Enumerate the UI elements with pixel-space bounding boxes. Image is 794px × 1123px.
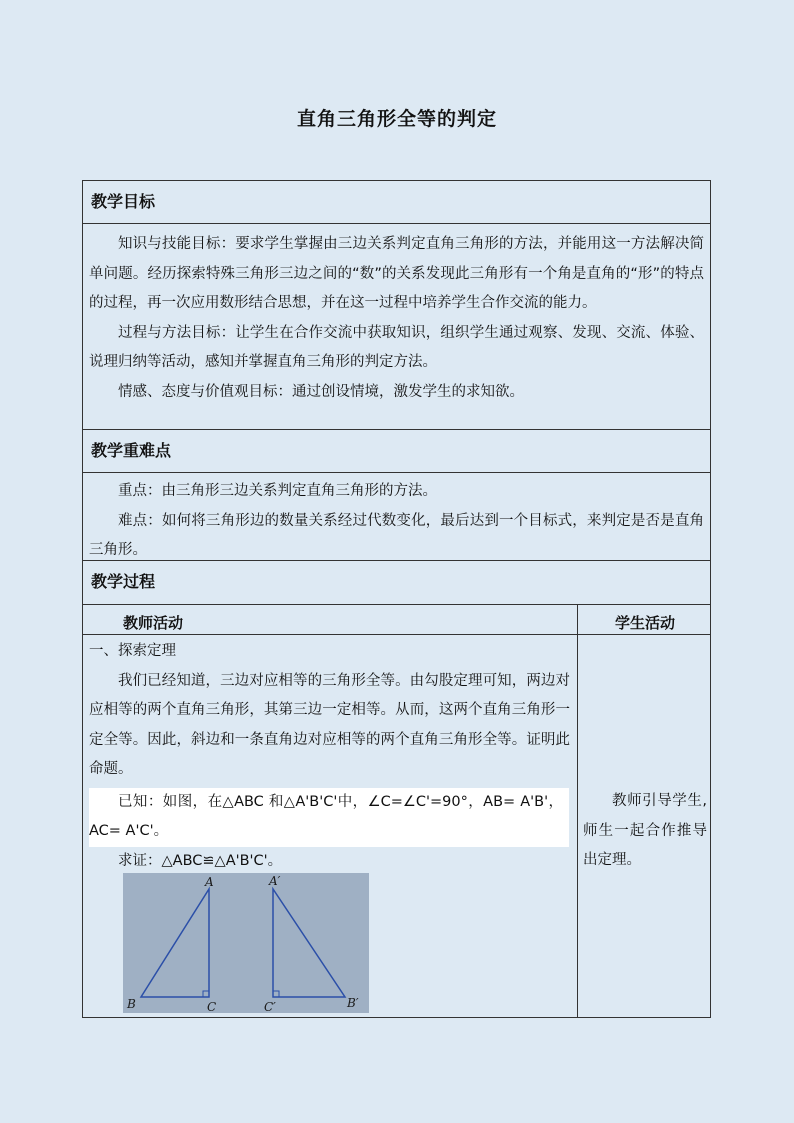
goals-header-row: [83, 181, 710, 224]
label-b-prime: B′: [347, 996, 359, 1010]
goals-paragraph-3: 情感、态度与价值观目标：通过创设情境，激发学生的求知欲。: [118, 383, 524, 400]
goals-heading: 教学目标: [91, 192, 156, 211]
goals-body-row: [83, 224, 710, 430]
process-heading: 教学过程: [91, 572, 156, 591]
keypoints-body-row: [83, 473, 710, 561]
teacher-given: 已知：如图，在△ABC 和△A'B'C'中，∠C=∠C'=90°，AB= A'B'，AC= A'C'。: [89, 793, 563, 839]
right-angle-c: [203, 991, 209, 997]
goals-paragraph-1: 知识与技能目标：要求学生掌握由三边关系判定直角三角形的方法，并能用这一方法解决简单问题。经历探索特殊三角形三边之间的“数”的关系发现此三角形有一个角是直角的“形”的特点的过程，再一次应用数形结合思想，并在这一过程中培养学生合作交流的能力。: [89, 236, 704, 311]
teacher-activity-cell: [83, 637, 576, 876]
label-a: A: [205, 875, 214, 889]
keypoints-header-row: [83, 430, 710, 473]
triangle-a2b2c2: [273, 889, 345, 997]
triangles-svg: [123, 873, 369, 1013]
keypoints-heading: 教学重难点: [91, 441, 172, 460]
given-box: [89, 788, 569, 847]
label-b: B: [127, 997, 136, 1011]
student-activity-text: 教师引导学生,师生一起合作推导出定理。: [583, 793, 707, 868]
column-header-row: [83, 605, 710, 635]
triangles-figure: [123, 873, 369, 1013]
process-header-row: [83, 561, 710, 605]
label-a-prime: A′: [269, 874, 281, 888]
teacher-activity-header: 教师活动: [123, 614, 184, 632]
triangle-abc: [141, 889, 209, 997]
student-activity-header: 学生活动: [615, 614, 676, 632]
document-title: 直角三角形全等的判定: [296, 108, 497, 130]
student-activity-cell: [583, 787, 707, 876]
teacher-step-title: 一、探索定理: [89, 643, 176, 659]
goals-paragraph-2: 过程与方法目标：让学生在合作交流中获取知识，组织学生通过观察、发现、交流、体验、说理归纳等活动，感知并掌握直角三角形的判定方法。: [89, 324, 704, 370]
right-angle-c2: [273, 991, 279, 997]
teacher-paragraph-intro: 我们已经知道，三边对应相等的三角形全等。由勾股定理可知，两边对应相等的两个直角三角形，其第三边一定相等。从而，这两个直角三角形一定全等。因此，斜边和一条直角边对应相等的两个直角三角形全等。证明此命题。: [89, 672, 570, 777]
teacher-prove: 求证：△ABC≌△A'B'C'。: [118, 852, 283, 869]
label-c: C: [207, 1000, 217, 1013]
column-divider: [577, 605, 578, 1017]
label-c-prime: C′: [264, 1000, 276, 1013]
keypoints-paragraph-1: 重点：由三角形三边关系判定直角三角形的方法。: [118, 483, 437, 499]
keypoints-paragraph-2: 难点：如何将三角形边的数量关系经过代数变化，最后达到一个目标式，来判定是否是直角三角形。: [89, 512, 704, 558]
lesson-table: [82, 180, 711, 1018]
